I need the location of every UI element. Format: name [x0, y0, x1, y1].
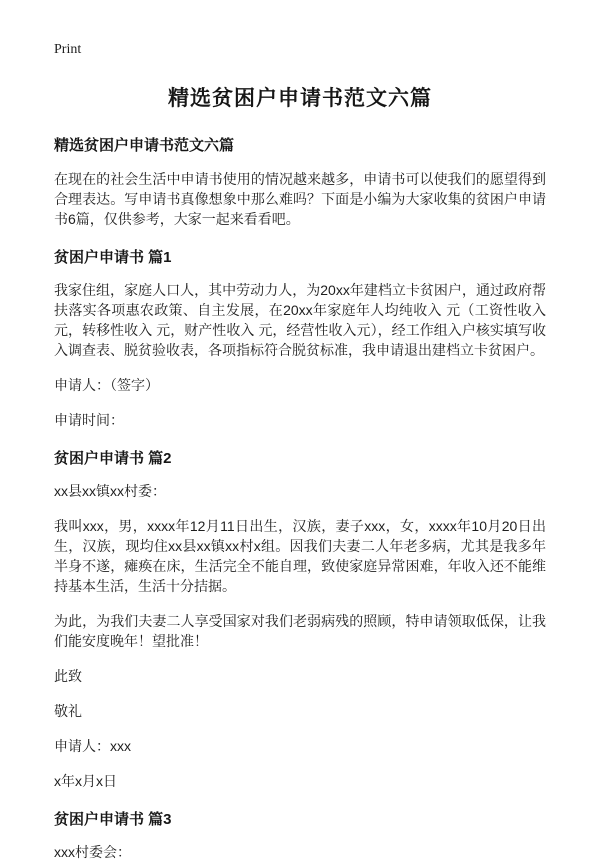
- applicant-signature-line: 申请人：（签字）: [54, 377, 159, 393]
- applicant-signature-line: 申请人：xxx: [54, 738, 131, 754]
- section-3: [54, 808, 546, 862]
- document-subtitle: 精选贫困户申请书范文六篇: [54, 137, 235, 154]
- salutation-line: xx县xx镇xx村委：: [54, 483, 166, 499]
- paragraph: 为此，为我们夫妻二人享受国家对我们老弱病残的照顾，特申请领取低保，让我们能安度晚年！望批准！: [54, 613, 546, 649]
- salute-line: 敬礼: [54, 703, 82, 719]
- paragraph: 我叫xxx，男，xxxx年12月11日出生，汉族，妻子xxx，女，xxxx年10月20日出生，汉族，现均住xx县xx镇xx村x组。因我们夫妻二人年老多病，尤其是我多年半身不遂，瘫痪在床，生活完全不能自理，致使家庭异常困难，年收入还不能维持基本生活，生活十分拮据。: [54, 518, 546, 594]
- section-2: [54, 447, 546, 791]
- section-heading: 贫困户申请书 篇2: [54, 450, 172, 467]
- section-heading: 贫困户申请书 篇3: [54, 811, 172, 828]
- page-title: 精选贫困户申请书范文六篇: [168, 87, 432, 110]
- intro-paragraph: 在现在的社会生活中申请书使用的情况越来越多，申请书可以使我们的愿望得到合理表达。写申请书真像想象中那么难吗？下面是小编为大家收集的贫困户申请书6篇，仅供参考，大家一起来看看吧。: [54, 171, 546, 227]
- section-heading: 贫困户申请书 篇1: [54, 249, 172, 266]
- section-1: [54, 246, 546, 430]
- date-line: x年x月x日: [54, 773, 117, 789]
- closing-line: 此致: [54, 668, 82, 684]
- salutation-line: xxx村委会：: [54, 844, 131, 860]
- print-button[interactable]: Print: [54, 42, 82, 57]
- application-date-line: 申请时间：: [54, 412, 124, 428]
- paragraph: 我家住组，家庭人口人，其中劳动力人，为20xx年建档立卡贫困户，通过政府帮扶落实各项惠农政策、自主发展，在20xx年家庭年人均纯收入 元（工资性收入 元，转移性收入 元，财产性收入 元，经营性收入元），经工作组入户核实填写收入调查表、脱贫验收表，各项指标符合脱贫标准，我申请退出建档立卡贫困户。: [54, 282, 546, 358]
